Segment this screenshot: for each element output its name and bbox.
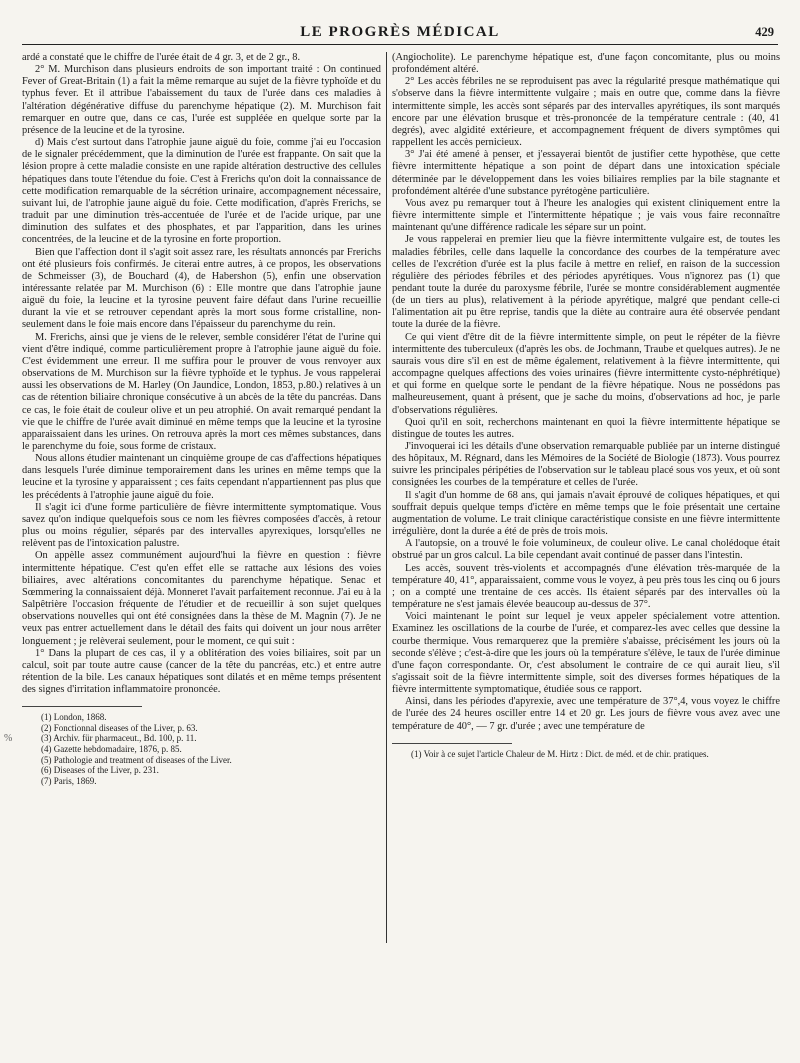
footnote: (6) Diseases of the Liver, p. 231. xyxy=(41,765,159,776)
paragraph: Ce qui vient d'être dit de la fièvre intermittente simple, on peut le répéter de la fièvre intermittente des tuberculeux (d'après les obs. de Jochmann, Traube et quelques autres). Je ne saurais vous dire s'il en est de même également, relativement à la fièvre intermittente, qui accompagne quelques affections des voies urinaires (fièvre intermittente cysto-néphrétique) et qui forme en quelque sorte le pendant de la fièvre hépatique. Nous ne possédons pas malheureusement, quant à présent, que je sache du moins, d'observations ad hoc, je parle d'observations régulières. xyxy=(392,331,780,416)
journal-title: LE PROGRÈS MÉDICAL xyxy=(300,24,500,40)
margin-mark: % xyxy=(4,733,13,744)
footnote: (3) Archiv. für pharmaceut., Bd. 100, p. 11. xyxy=(41,733,197,744)
paragraph: J'invoquerai ici les détails d'une observation remarquable publiée par un interne distingué des hôpitaux, M. Régnard, dans les Mémoires de la Société de Biologie (1873). Vous pourrez suivre les principales péripéties de l'observation sur le tableau placé sous vos yeux, et où sont consignées les courbes de la température et celles de l'urée. xyxy=(392,441,780,489)
paragraph: Bien que l'affection dont il s'agit soit assez rare, les résultats annoncés par Frerichs ont été plusieurs fois confirmés. Je citerai entre autres, à ce propos, les observations de Schmeisser (3), de Bouchard (4), de Habershon (5), enfin une observation intéressante relatée par M. Murchison (6) : Elle montre que dans l'atrophie jaune aiguë du foie, la leucine et la tyrosine peuvent faire défaut dans l'urine recueillie durant la vie et se retrouver cependant après la mort sous forme cristalline, non-seulement dans le foie mais encore dans l'épaisseur du parenchyme du rein. xyxy=(22,246,381,331)
paragraph: Les accès, souvent très-violents et accompagnés d'une élévation très-marquée de la température 40, 41°, apparaissaient, comme vous le voyez, à peu près tous les cinq ou 6 jours ; on a compté une trentaine de ces accès. Ils étaient séparés par des intervalles où la température ne s'est jamais élevée beaucoup au-dessus de 37°. xyxy=(392,562,780,611)
paragraph: Il s'agit ici d'une forme particulière de fièvre intermittente symptomatique. Vous savez qu'on indique quelquefois sous ce nom les fièvres composées d'accès, à retour plus ou moins régulier, séparés par des intervalles apyrexiques, lorsqu'elles ne relèvent pas de l'intoxication palustre. xyxy=(22,501,381,550)
page-number: 429 xyxy=(755,25,774,39)
paragraph: 2° M. Murchison dans plusieurs endroits de son important traité : On continued Fever of Great-Britain (1) a fait la même remarque au sujet de la fièvre typhoïde et du typhus fever. Et il attribue l'abaissement du taux de l'urée dans ces maladies à l'altération dégénérative diffuse du parenchyme hépatique (2). M. Murchison fait remarquer en outre que, dans ce cas, l'urée est suppléée en quelque sorte par la présence de la leucine et de la tyrosine. xyxy=(22,64,381,136)
paragraph: ardé a constaté que le chiffre de l'urée était de 4 gr. 3, et de 2 gr., 8. xyxy=(22,52,301,63)
footnote-rule xyxy=(22,706,142,707)
footnote: (7) Paris, 1869. xyxy=(41,775,97,786)
footnote-rule xyxy=(392,743,512,744)
paragraph: Quoi qu'il en soit, recherchons maintenant en quoi la fièvre intermittente hépatique se distingue de toutes les autres. xyxy=(392,416,780,440)
footnote: (2) Fonctionnal diseases of the Liver, p. 63. xyxy=(41,722,198,733)
paragraph: Voici maintenant le point sur lequel je veux appeler spécialement votre attention. Examinez les oscillations de la courbe de l'urée, et comparez-les avec celles que dessine la courbe thermique. Vous remarquerez que la première s'abaisse, précisément les jours où la seconde s'élève ; c'est-à-dire que les jours où la température s'élève, le taux de l'urée diminue d'une façon correspondante. Or, c'est absolument le contraire de ce qui aurait lieu, s'il s'agissait soit de la fièvre intermittente simple, soit des diverses formes hépatiques de la fièvre intermittente symptomatique, étudiée sous ce rapport. xyxy=(392,611,780,696)
paragraph: Ainsi, dans les périodes d'apyrexie, avec une température de 37°,4, vous voyez le chiffre de l'urée des 24 heures osciller entre 14 et 20 gr. Les jours de fièvre vous avez avec une température de 40°, — 7 gr. d'urée ; avec une température de xyxy=(392,696,780,732)
footnote: (1) Voir à ce sujet l'article Chaleur de M. Hirtz : Dict. de méd. et de chir. pratiques. xyxy=(411,748,709,759)
footnote: (4) Gazette hebdomadaire, 1876, p. 85. xyxy=(41,744,182,755)
paragraph: Je vous rappelerai en premier lieu que la fièvre intermittente vulgaire est, de toutes les maladies fébriles, celle dans laquelle la concordance des courbes de la température avec celles de l'excrétion d'urée est la plus facile à mettre en relief, en raison de la succession régulière des périodes fébriles et des périodes apyrétiques. Vous n'ignorez pas (1) que pendant toute la durée du paroxysme fébrile, l'urée se montre considérablement augmentée (de un tiers au plus), relativement à la période apyrétique, malgré que pendant celle-ci l'alimentation ait pu être reprise, tandis que la diète au contraire aura été observée pendant toute la durée de la fièvre. xyxy=(392,234,780,331)
paragraph: 1° Dans la plupart de ces cas, il y a oblitération des voies biliaires, soit par un calcul, soit par toute autre cause (cancer de la tête du pancréas, etc.) et entre autre rétention de la bile. Les canaux hépatiques sont dilatés et en même temps présentent des signes d'irritation inflammatoire prononcée. xyxy=(22,647,381,696)
page-header xyxy=(22,22,778,45)
footnote: (5) Pathologie and treatment of diseases of the Liver. xyxy=(41,754,232,765)
paragraph: (Angiocholite). Le parenchyme hépatique est, d'une façon concomitante, plus ou moins profondément altéré. xyxy=(392,52,780,76)
paragraph: Nous allons étudier maintenant un cinquième groupe de cas d'affections hépatiques dans lesquels l'urée diminue temporairement dans les urines en même temps que la leucine et la tyrosine y apparaissent ; ces faits cependant n'appartiennent pas plus que les précédents à l'atrophie jaune aiguë du foie. xyxy=(22,453,381,501)
paragraph: On appèlle assez communément aujourd'hui la fièvre en question : fièvre intermittente hépatique. C'est qu'en effet elle se rattache aux lésions des voies biliaires, avec altérations concomitantes du parenchyme hépatique. Senac et Sœmmering la connaissaient déjà. Monneret l'avait parfaitement reconnue. J'ai eu à la Salpêtrière l'occasion fréquente de l'étudier et de recueillir à son sujet quelques observations nouvelles qui ont été consignées dans la thèse de M. Magnin (7). Je ne veux pas entrer actuellement dans le détail des faits qui doivent un jour nous arrêter longuement ; je relèverai seulement, pour le moment, ce qui suit : xyxy=(22,550,381,647)
paragraph: M. Frerichs, ainsi que je viens de le relever, semble considérer l'état de l'urine qui vient d'être indiqué, comme particulièrement propre à l'atrophie jaune aiguë du foie. C'est évidemment une erreur. Il me suffira pour le prouver de vous renvoyer aux observations de M. Murchison sur la fièvre typhoïde et le typhus. Je vous rappelerai aussi les observations de M. Harley (On Jaundice, London, 1853, p.80.) relatives à un cas de rétention biliaire chronique consécutive à un abcès de la tête du pancréas. Dans ce cas, le foie était de couleur olive et un peu atrophié. On avait remarqué pendant la vie que le chiffre de l'urée avait diminué en même temps que la leucine et la tyrosine apparaissaient dans les urines. On retrouva après la mort ces mêmes substances, dans le parenchyme du foie, sous forme de cristaux. xyxy=(22,331,381,452)
right-column xyxy=(392,52,780,1039)
paragraph: A l'autopsie, on a trouvé le foie volumineux, de couleur olive. Le canal cholédoque était obstrué par un gros calcul. La bile cependant avait continué de passer dans l'intestin. xyxy=(392,538,780,562)
paragraph: Vous avez pu remarquer tout à l'heure les analogies qui existent cliniquement entre la fièvre intermittente simple et l'intermittente hépatique ; je vais vous faire reconnaître maintenant qu'une différence radicale les sépare sur un point. xyxy=(392,197,780,234)
column-divider xyxy=(386,52,387,943)
paragraph: Il s'agit d'un homme de 68 ans, qui jamais n'avait éprouvé de coliques hépatiques, et qui souffrait depuis quelque temps d'ictère en même temps que le foie présentait une certaine augmentation de volume. Le trait clinique caractéristique consiste en une fièvre intermittente irrégulière, dont la durée a été de près de trois mois. xyxy=(392,489,780,538)
left-column xyxy=(22,52,381,1039)
paragraph: 2° Les accès fébriles ne se reproduisent pas avec la régularité presque mathématique qui s'observe dans la fièvre intermittente vulgaire ; mais en outre que, comme dans la fièvre intermittente simple, les accès sont séparés par des intervalles apyrétiques, ils sont marqués encore par une élévation brusque et très-prononcée de la température centrale : (40, 41 degrés), avec algidité extérieure, et accompagnement fréquent de divers symptômes qui rappellent les accès pernicieux. xyxy=(392,76,780,149)
paragraph: 3° J'ai été amené à penser, et j'essayerai bientôt de justifier cette hypothèse, que cette fièvre intermittente hépatique a son point de départ dans une intoxication spéciale déterminée par le développement dans les voies biliaires remplies par la bile stagnante et profondément altérée d'une substance pyrétogène particulière. xyxy=(392,149,780,197)
paragraph: d) Mais c'est surtout dans l'atrophie jaune aiguë du foie, comme j'ai eu l'occasion de le signaler précédemment, que la diminution de l'urée est frappante. On sait que la lésion propre à cette maladie consiste en une rapide altération destructive des cellules hépatiques dans toute l'étendue du foie. C'est à Frerichs qu'on doit la connaissance de cette modification remarquable de la sécrétion urinaire, accompagnement nécessaire, suivant lui, de l'atrophie jaune aiguë du foie. Cette modification, d'après Frerichs, se traduit par une diminution très-accentuée de l'urée et de l'acide urique, par une diminution des sulfates et des phosphates, et par l'apparition, dans les urines concentrées, de la leucine et de la tyrosine en forte proportion. xyxy=(22,137,381,246)
footnote: (1) London, 1868. xyxy=(41,712,107,723)
